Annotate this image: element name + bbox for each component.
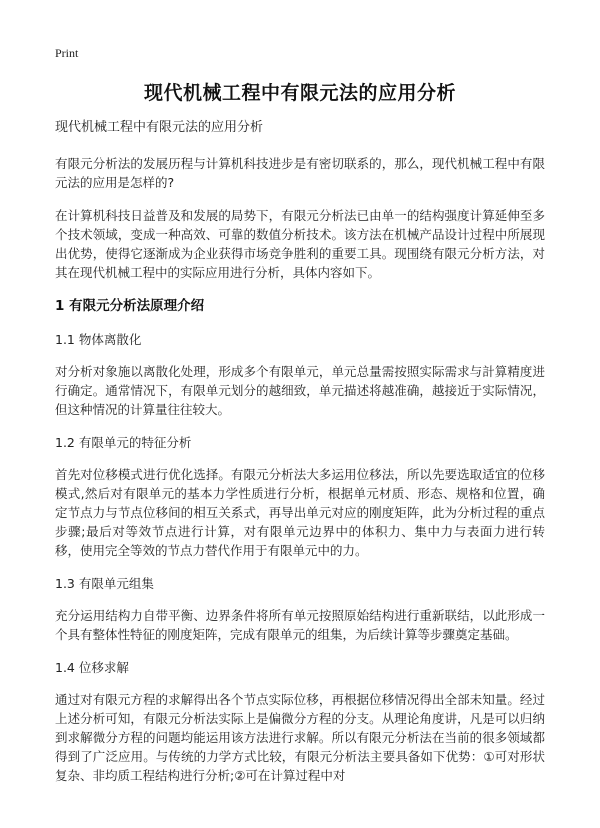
subsection-1-1-heading: 1.1 物体离散化 (55, 332, 142, 347)
subsection-1-3-heading: 1.3 有限单元组集 (55, 576, 154, 591)
document-subtitle: 现代机械工程中有限元法的应用分析 (55, 120, 264, 135)
subsection-1-1-text: 对分析对象施以离散化处理，形成多个有限单元，单元总量需按照实际需求与計算精度进行确定。通常情况下，有限单元划分的越细致，单元描述将越准确，越接近于实际情况，但这种情况的计算量往往较大。 (55, 364, 545, 417)
document-title: 现代机械工程中有限元法的应用分析 (143, 82, 456, 104)
subsection-1-2-text: 首先对位移模式进行优化选择。有限元分析法大多运用位移法，所以先要选取适宜的位移模式,然后对有限单元的基本力学性质进行分析，根据单元材质、形态、规格和位置，确定节点力与节点位移间的相互关系式，再导出单元对应的刚度矩阵，此为分析过程的重点步骤;最后对等效节点进行计算，对有限单元边界中的体积力、集中力与表面力进行转移，使用完全等效的节点力替代作用于有限单元中的力。 (55, 467, 545, 558)
subsection-1-2-heading: 1.2 有限单元的特征分析 (55, 435, 192, 450)
subsection-1-4-heading: 1.4 位移求解 (55, 660, 129, 675)
intro-paragraph-1: 有限元分析法的发展历程与计算机科技进步是有密切联系的，那么，现代机械工程中有限元法的应用是怎样的? (55, 156, 545, 190)
section-1-heading: 1 有限元分析法原理介绍 (55, 298, 205, 314)
print-link[interactable]: Print (55, 46, 79, 60)
subsection-1-4-text: 通过对有限元方程的求解得出各个节点实际位移，再根据位移情况得出全部未知量。经过上述分析可知，有限元分析法实际上是偏微分方程的分支。从理论角度讲，凡是可以归纳到求解微分方程的问题均能运用该方法进行求解。所以有限元分析法在当前的很多领域都得到了广泛应用。与传统的力学方式比较，有限元分析法主要具备如下优势：①可对形状复杂、非均质工程结构进行分析;②可在计算过程中对 (55, 692, 545, 783)
intro-paragraph-2: 在计算机科技日益普及和发展的局势下，有限元分析法已由单一的结构强度计算延伸至多个技术领域，变成一种高效、可靠的数值分析技术。该方法在机械产品设计过程中所展现出优势，使得它逐渐成为企业获得市场竞争胜利的重要工具。现围绕有限元分析方法，对其在现代机械工程中的实际应用进行分析，具体内容如下。 (55, 208, 545, 280)
subsection-1-3-text: 充分运用结构力自带平衡、边界条件将所有单元按照原始结构进行重新联结，以此形成一个具有整体性特征的刚度矩阵，完成有限单元的组集，为后续计算等步骤奠定基础。 (55, 608, 545, 642)
document-body (55, 118, 545, 799)
